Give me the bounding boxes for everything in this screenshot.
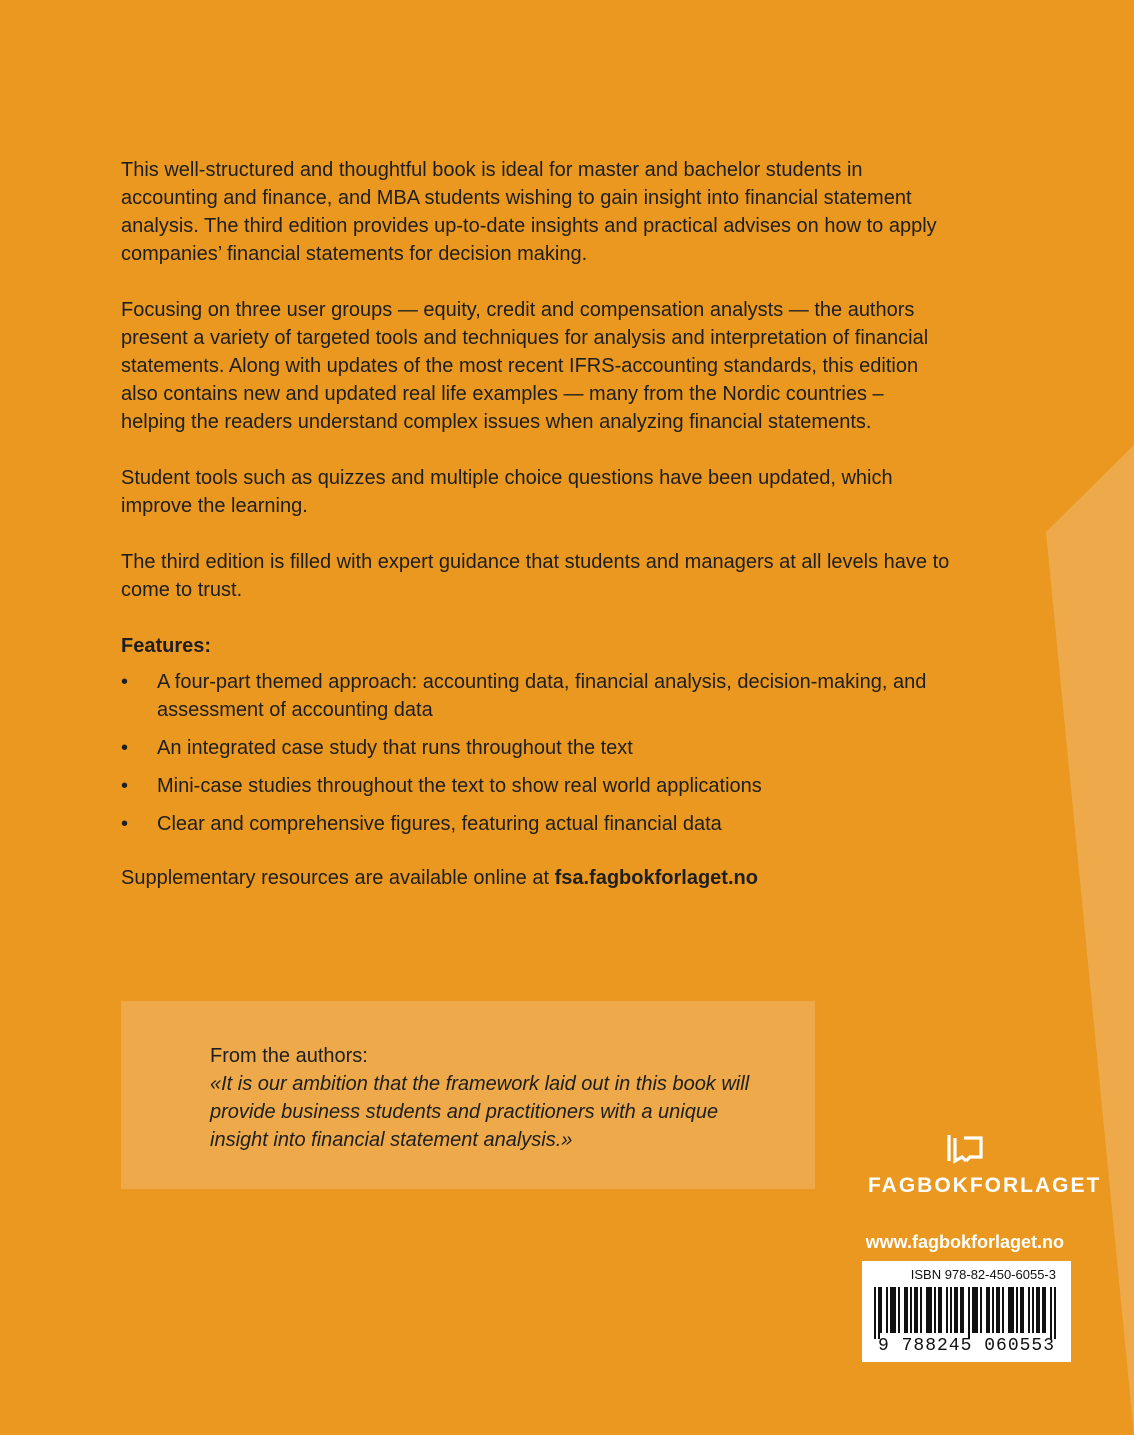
barcode-bar [956,1287,958,1333]
description-paragraph-4: The third edition is filled with expert guidance that students and managers at all levels have to come to trust. [121,551,950,601]
barcode-bar [1022,1287,1024,1333]
barcode-bar [1038,1287,1040,1333]
barcode-bar [962,1287,964,1333]
barcode-bar [996,1287,998,1333]
barcode-bar [1010,1287,1012,1333]
supplementary-line [121,864,951,892]
barcode-bar [1032,1287,1034,1333]
barcode-bar [940,1287,942,1333]
bullet-icon: • [121,813,129,835]
open-book-logo-icon [946,1134,986,1164]
barcode-bar [926,1287,928,1333]
barcode-bar [946,1287,948,1333]
barcode-bar [1054,1287,1056,1339]
barcode-bar [914,1287,916,1333]
barcode-bar [928,1287,930,1333]
feature-item-text: Clear and comprehensive figures, featuring actual financial data [157,813,722,835]
feature-item [121,668,951,724]
features-heading: Features: [121,635,212,657]
description-paragraph-3: Student tools such as quizzes and multiple choice questions have been updated, which improve the learning. [121,467,893,517]
barcode-bar [910,1287,912,1333]
barcode-bar [968,1287,970,1339]
barcode-bar [1008,1287,1010,1333]
barcode-bar [954,1287,956,1333]
supplementary-link[interactable]: fsa.fagbokforlaget.no [554,867,758,889]
barcode-bar [988,1287,990,1333]
barcode-bar [886,1287,888,1333]
isbn-barcode [862,1261,1071,1362]
barcode-bar [960,1287,962,1333]
barcode-bar [998,1287,1000,1333]
features-list [121,668,951,838]
barcode-bar [930,1287,932,1333]
barcode-bar [880,1287,882,1333]
barcode-bar [972,1287,974,1333]
barcode-bar [894,1287,896,1333]
barcode-bar [1044,1287,1046,1333]
barcode-bar [898,1287,900,1333]
barcode-bar [1042,1287,1044,1333]
quote-intro: From the authors: [210,1045,368,1067]
barcode-bar [1016,1287,1018,1333]
barcode-bar [950,1287,952,1333]
barcode-bar [1028,1287,1030,1333]
barcode-bar [878,1287,880,1339]
bullet-icon: • [121,671,129,693]
barcode-bar [906,1287,908,1333]
quote-text: «It is our ambition that the framework laid out in this book will provide business students and practitioners with a unique insight into financial statement analysis.» [210,1073,750,1151]
barcode-bar [874,1287,876,1339]
barcode-bar [1050,1287,1052,1339]
feature-item-text: Mini-case studies throughout the text to show real world applications [157,775,762,797]
author-quote [210,1042,770,1154]
barcode-bar [1002,1287,1004,1333]
publisher-logo [868,1134,1102,1198]
feature-item-text: A four-part themed approach: accounting data, financial analysis, decision-making, and assessment of accounting data [157,671,927,721]
feature-item [121,734,951,762]
barcode-digits: 9 788245 060553 [878,1336,1056,1356]
barcode-bar [920,1287,922,1333]
author-quote-box [121,1001,815,1189]
barcode-bar [892,1287,894,1333]
publisher-name: FAGBOKFORLAGET [868,1174,1102,1197]
barcode-bar [986,1287,988,1333]
description-paragraph-1: This well-structured and thoughtful book is ideal for master and bachelor students in accounting and finance, and MBA students wishing to gain insight into financial statement analysis. The third edition provides up-to-date insights and practical advises on how to apply companies’ financial statements for decision making. [121,159,937,265]
feature-item [121,772,951,800]
barcode-bars [874,1287,1058,1339]
barcode-bar [938,1287,940,1333]
barcode-bar [916,1287,918,1333]
bullet-icon: • [121,775,129,797]
barcode-bar [980,1287,982,1333]
barcode-bar [1020,1287,1022,1333]
barcode-bar [1036,1287,1038,1333]
barcode-bar [976,1287,978,1333]
supplementary-text: Supplementary resources are available online at [121,867,555,889]
barcode-bar [890,1287,892,1333]
feature-item [121,810,951,838]
feature-item-text: An integrated case study that runs throughout the text [157,737,633,759]
barcode-bar [992,1287,994,1333]
bullet-icon: • [121,737,129,759]
back-cover-text [121,156,951,920]
barcode-bar [904,1287,906,1333]
isbn-number: ISBN 978-82-450-6055-3 [910,1267,1056,1282]
barcode-bar [934,1287,936,1333]
description-paragraph-2: Focusing on three user groups — equity, credit and compensation analysts — the authors present a variety of targeted tools and techniques for analysis and interpretation of financial statements. Along with updates of the most recent IFRS-accounting standards, this edition also contains new and updated real life examples — many from the Nordic countries – helping the readers understand complex issues when analyzing financial statements. [121,299,929,433]
publisher-website[interactable]: www.fagbokforlaget.no [865,1232,1064,1252]
barcode-bar [974,1287,976,1333]
barcode-bar [1012,1287,1014,1333]
